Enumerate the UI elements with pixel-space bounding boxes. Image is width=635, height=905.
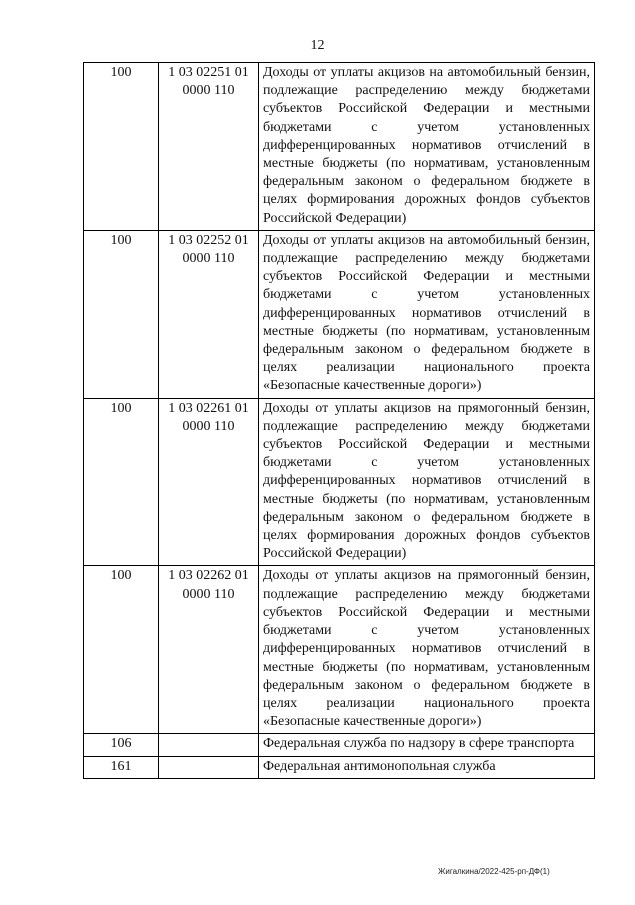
document-footer-id: Жигалкина/2022-425-рп-ДФ(1) <box>438 867 550 876</box>
revenue-description-cell: Доходы от уплаты акцизов на автомобильный бензин, подлежащие распределению между бюджетами субъектов Российской Федерации и местными бюджетами с учетом установленных дифференцированных нормативов отчислений в местные бюджеты (по нормативам, установленным федеральным законом о федеральном бюджете в целях формирования дорожных фондов субъектов Российской Федерации) <box>259 63 595 231</box>
table-row <box>84 756 595 778</box>
page-number: 12 <box>310 38 325 53</box>
revenue-code-cell: 1 03 02251 01 0000 110 <box>159 63 259 231</box>
revenue-description-cell: Федеральная служба по надзору в сфере транспорта <box>259 734 595 756</box>
table-row <box>84 734 595 756</box>
table-row <box>84 566 595 734</box>
table-row <box>84 398 595 566</box>
revenue-code-cell: 1 03 02262 01 0000 110 <box>159 566 259 734</box>
revenue-description-cell: Федеральная антимонопольная служба <box>259 756 595 778</box>
admin-code-cell: 161 <box>84 756 159 778</box>
revenue-code-cell <box>159 756 259 778</box>
revenue-description-cell: Доходы от уплаты акцизов на автомобильный бензин, подлежащие распределению между бюджетами субъектов Российской Федерации и местными бюджетами с учетом установленных дифференцированных нормативов отчислений в местные бюджеты (по нормативам, установленным федеральным законом о федеральном бюджете в целях реализации национального проекта «Безопасные качественные дороги») <box>259 230 595 398</box>
revenue-code-table <box>83 62 595 779</box>
admin-code-cell: 106 <box>84 734 159 756</box>
revenue-code-cell: 1 03 02261 01 0000 110 <box>159 398 259 566</box>
revenue-code-cell <box>159 734 259 756</box>
table-row <box>84 230 595 398</box>
table-row <box>84 63 595 231</box>
admin-code-cell: 100 <box>84 398 159 566</box>
admin-code-cell: 100 <box>84 566 159 734</box>
revenue-description-cell: Доходы от уплаты акцизов на прямогонный бензин, подлежащие распределению между бюджетами субъектов Российской Федерации и местными бюджетами с учетом установленных дифференцированных нормативов отчислений в местные бюджеты (по нормативам, установленным федеральным законом о федеральном бюджете в целях реализации национального проекта «Безопасные качественные дороги») <box>259 566 595 734</box>
admin-code-cell: 100 <box>84 230 159 398</box>
admin-code-cell: 100 <box>84 63 159 231</box>
revenue-description-cell: Доходы от уплаты акцизов на прямогонный бензин, подлежащие распределению между бюджетами субъектов Российской Федерации и местными бюджетами с учетом установленных дифференцированных нормативов отчислений в местные бюджеты (по нормативам, установленным федеральным законом о федеральном бюджете в целях формирования дорожных фондов субъектов Российской Федерации) <box>259 398 595 566</box>
revenue-code-cell: 1 03 02252 01 0000 110 <box>159 230 259 398</box>
